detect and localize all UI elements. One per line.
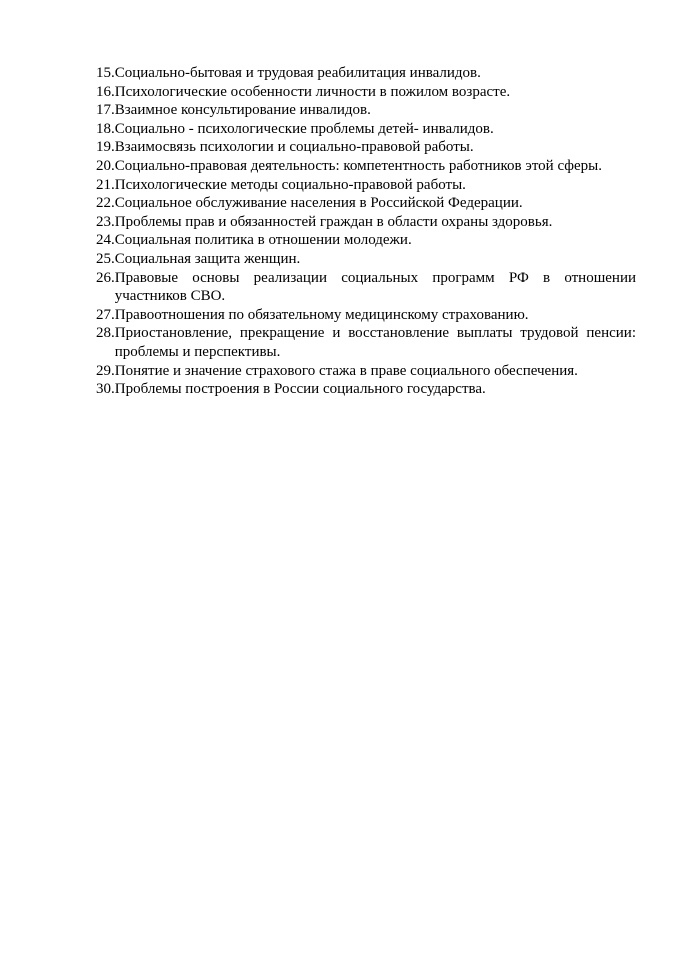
list-item	[96, 269, 636, 306]
item-number: 23.	[96, 213, 115, 230]
topic-list	[96, 64, 636, 399]
item-number: 24.	[96, 232, 115, 249]
item-text: Понятие и значение страхового стажа в праве социального обеспечения.	[114, 362, 578, 379]
item-number: 28.	[96, 325, 115, 342]
list-item	[96, 83, 636, 102]
item-text: Психологические методы социально-правовой работы.	[114, 176, 466, 193]
list-item	[96, 101, 636, 120]
list-item	[96, 324, 636, 361]
item-text: Социально-бытовая и трудовая реабилитация инвалидов.	[114, 65, 481, 81]
list-item	[96, 157, 636, 176]
item-text: Взаимное консультирование инвалидов.	[114, 102, 371, 119]
list-item	[96, 380, 636, 399]
list-item	[96, 213, 636, 232]
item-text: Правовые основы реализации социальных программ РФ в отношении участников СВО.	[114, 269, 636, 305]
item-number: 25.	[96, 250, 115, 267]
item-text: Социальная политика в отношении молодежи.	[114, 232, 412, 249]
item-number: 18.	[96, 120, 115, 137]
list-item	[96, 176, 636, 195]
item-number: 20.	[96, 157, 115, 174]
item-text: Социальное обслуживание населения в Российской Федерации.	[114, 195, 523, 212]
item-text: Социально-правовая деятельность: компетентность работников этой сферы.	[114, 157, 603, 174]
item-text: Проблемы построения в России социального государства.	[114, 381, 486, 398]
item-number: 17.	[96, 102, 115, 119]
item-text: Приостановление, прекращение и восстановление выплаты трудовой пенсии: проблемы и перспективы.	[114, 325, 636, 360]
item-number: 22.	[96, 195, 115, 212]
item-number: 30.	[96, 381, 115, 398]
item-text: Проблемы прав и обязанностей граждан в области охраны здоровья.	[114, 213, 553, 230]
item-text: Психологические особенности личности в пожилом возрасте.	[114, 83, 511, 100]
item-text: Социальная защита женщин.	[114, 250, 301, 267]
item-number: 27.	[96, 306, 115, 323]
item-number: 16.	[96, 83, 115, 100]
item-text: Правоотношения по обязательному медицинскому страхованию.	[114, 306, 529, 323]
item-number: 15.	[96, 65, 115, 81]
list-item	[96, 194, 636, 213]
item-number: 29.	[96, 362, 115, 379]
item-number: 19.	[96, 139, 115, 156]
list-item	[96, 231, 636, 250]
list-item	[96, 306, 636, 325]
list-item	[96, 64, 636, 83]
list-item	[96, 250, 636, 269]
item-number: 21.	[96, 176, 115, 193]
item-text: Социально - психологические проблемы детей- инвалидов.	[114, 120, 494, 137]
list-item	[96, 120, 636, 139]
list-item	[96, 138, 636, 157]
list-item	[96, 362, 636, 381]
item-number: 26.	[96, 269, 115, 286]
item-text: Взаимосвязь психологии и социально-правовой работы.	[114, 139, 474, 156]
